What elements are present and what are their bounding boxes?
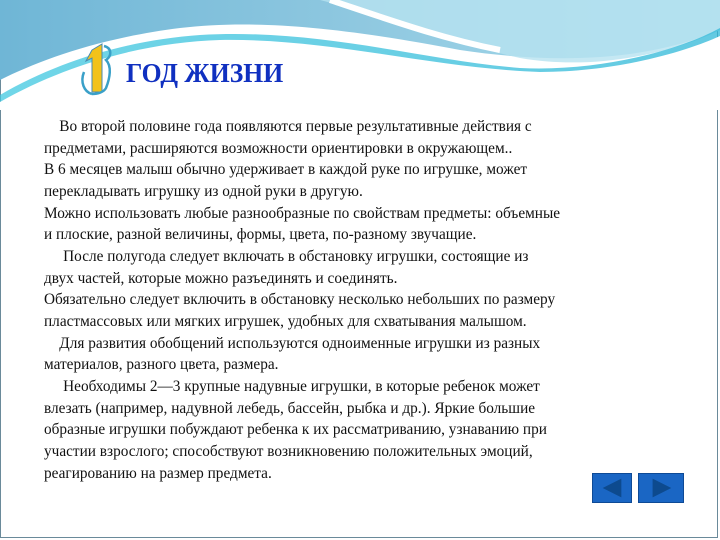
triangle-left-icon	[593, 474, 631, 502]
slide-title: ГОД ЖИЗНИ	[126, 58, 284, 88]
body-line: влезать (например, надувной лебедь, бассейн, рыбка и др.). Яркие большие	[44, 399, 536, 417]
body-line: и плоские, разной величины, формы, цвета, по-разному звучащие.	[44, 226, 477, 244]
body-line: двух частей, которые можно разъединять и соединять.	[44, 269, 398, 287]
body-line: Необходимы 2—3 крупные надувные игрушки, в которые ребенок может	[44, 377, 540, 395]
previous-slide-button[interactable]	[592, 473, 632, 503]
triangle-right-icon	[639, 474, 683, 502]
body-line: реагированию на размер предмета.	[44, 464, 272, 482]
number-one-logo	[78, 42, 118, 96]
body-line: пластмассовых или мягких игрушек, удобных для схватывания малышом.	[44, 312, 527, 330]
body-line: Во второй половине года появляются первые результативные действия с	[44, 118, 532, 135]
slide-body-text	[44, 116, 684, 484]
body-line: Для развития обобщений используются одноименные игрушки из разных	[44, 334, 541, 352]
body-line: материалов, разного цвета, размера.	[44, 356, 279, 374]
body-line: После полугода следует включать в обстановку игрушки, состоящие из	[44, 247, 529, 265]
body-line: участии взрослого; способствуют возникновению положительных эмоций,	[44, 442, 533, 460]
body-line: Можно использовать любые разнообразные по свойствам предметы: объемные	[44, 204, 561, 222]
body-line: перекладывать игрушку из одной руки в другую.	[44, 182, 363, 200]
body-line: В 6 месяцев малыш обычно удерживает в каждой руке по игрушке, может	[44, 161, 528, 179]
body-line: предметами, расширяются возможности ориентировки в окружающем..	[44, 139, 513, 157]
body-line: образные игрушки побуждают ребенка к их рассматриванию, узнаванию при	[44, 421, 547, 439]
next-slide-button[interactable]	[638, 473, 684, 503]
body-line: Обязательно следует включить в обстановку несколько небольших по размеру	[44, 291, 556, 309]
